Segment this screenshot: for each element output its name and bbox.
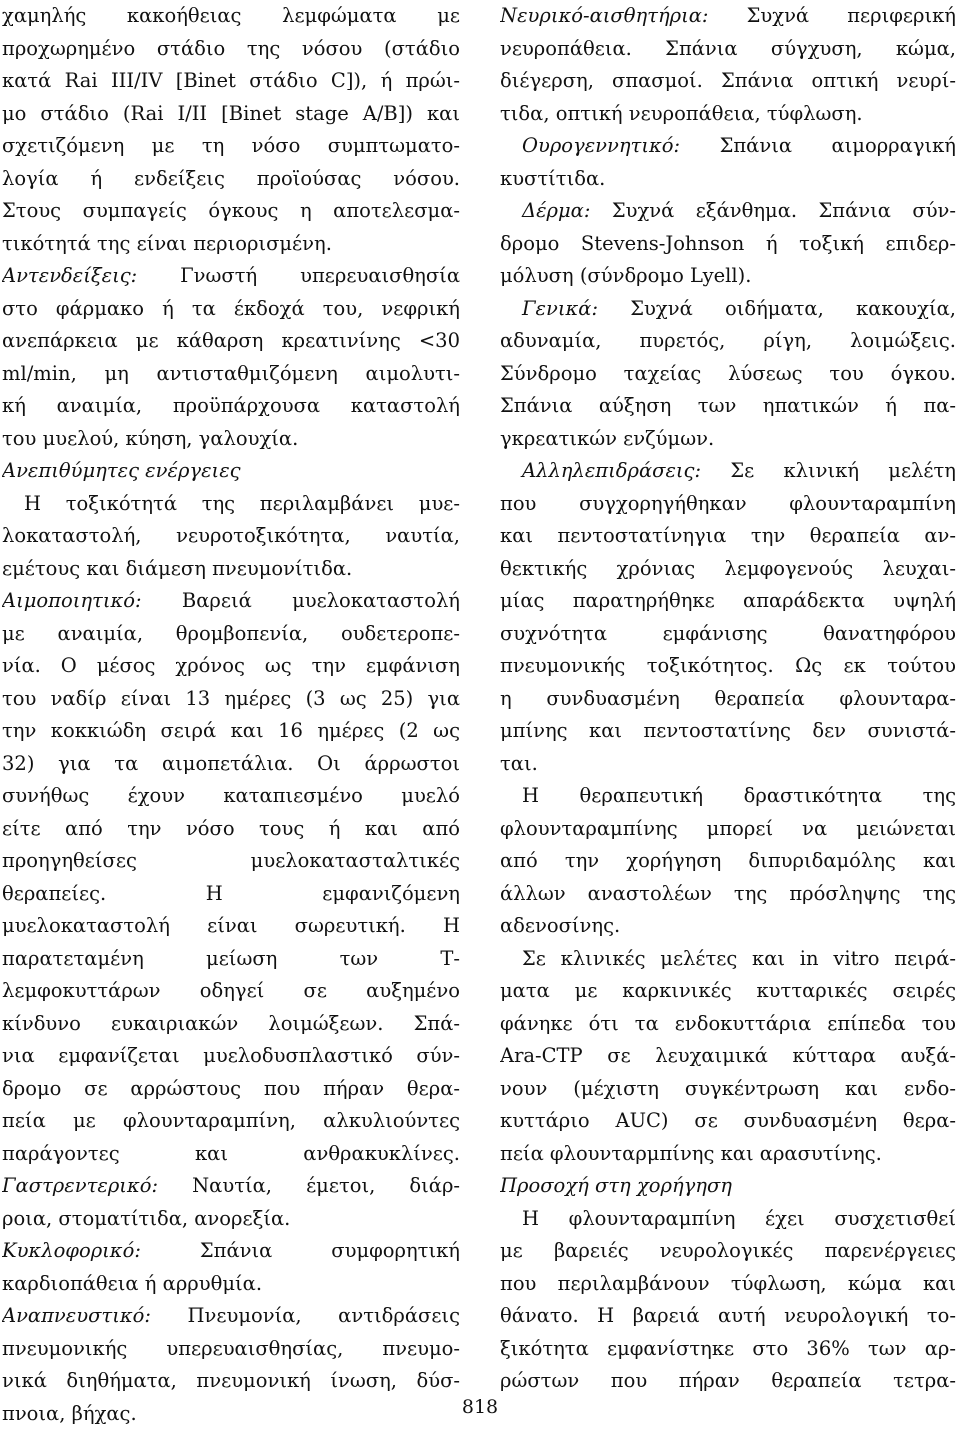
line-text: Σε κλινικές μελέτες και in vitro πειρά-: [522, 947, 956, 970]
line-text: από την χορήγηση διπυριδαμόλης και: [500, 849, 956, 872]
section-label: Αναπνευστικό:: [2, 1304, 151, 1327]
text-line: [2, 33, 460, 66]
line-text: Σε κλινική μελέτη: [701, 459, 956, 482]
line-text: Σπάνια αύξηση των ηπατικών ή πα-: [500, 394, 956, 417]
line-text: δρομο σε αρρώστους που πήραν θερα-: [2, 1077, 460, 1100]
text-line: [2, 975, 460, 1008]
line-text: λογία ή ενδείξεις προϊούσας νόσου.: [2, 167, 460, 190]
text-line: [500, 1073, 956, 1106]
line-text: Σύνδρομο ταχείας λύσεως του όγκου.: [500, 362, 956, 385]
line-text: ροια, στοματίτιδα, ανορεξία.: [2, 1207, 290, 1230]
text-line: [2, 98, 460, 131]
line-text: φλουνταραμπίνης μπορεί να μειώνεται: [500, 817, 956, 840]
line-text: Βαρειά μυελοκαταστολή: [142, 589, 460, 612]
text-line: [2, 65, 460, 98]
text-line: [500, 878, 956, 911]
text-line: [2, 780, 460, 813]
page-number: 818: [0, 1395, 960, 1419]
text-line: [2, 0, 460, 33]
text-line: [500, 585, 956, 618]
line-text: κυττάριο AUC) σε συνδυασμένη θερα-: [500, 1109, 956, 1132]
text-line: [2, 618, 460, 651]
line-text: σχετιζόμενη με τη νόσο συμπτωματο-: [2, 134, 460, 157]
line-text: με αναιμία, θρομβοπενία, ουδετεροπε-: [2, 622, 460, 645]
section-label: Αλληλεπιδράσεις:: [522, 459, 701, 482]
text-line: [500, 813, 956, 846]
text-line: [500, 715, 956, 748]
line-text: εμέτους και διάμεση πνευμονίτιδα.: [2, 557, 352, 580]
line-text: ανεπάρκεια με κάθαρση κρεατινίνης <30: [2, 329, 460, 352]
line-text: Ara-CTP σε λευχαιμικά κύτταρα αυξά-: [500, 1044, 956, 1067]
text-line: [2, 1300, 460, 1333]
text-line: [2, 228, 460, 261]
line-text: στο φάρμακο ή τα έκδοχά του, νεφρική: [2, 297, 460, 320]
text-line: [2, 813, 460, 846]
line-text: ματα με καρκινικές κυτταρικές σειρές: [500, 979, 956, 1002]
line-text: καρδιοπάθεια ή αρρυθμία.: [2, 1272, 262, 1295]
line-text: Συχνά περιφερική: [708, 4, 956, 27]
line-text: προηγηθείσες μυελοκατασταλτικές: [2, 849, 460, 872]
text-line: [500, 163, 956, 196]
text-line: [2, 1073, 460, 1106]
section-label: Αιμοποιητικό:: [2, 589, 142, 612]
text-line: [2, 390, 460, 423]
text-line: [2, 553, 460, 586]
text-line: [500, 1365, 956, 1398]
text-line: [500, 455, 956, 488]
text-line: [2, 293, 460, 326]
line-text: πνευμονικής υπερευαισθησίας, πνευμο-: [2, 1337, 460, 1360]
line-text: νία. Ο μέσος χρόνος ως την εμφάνιση: [2, 654, 460, 677]
line-text: παράγοντες και ανθρακυκλίνες.: [2, 1142, 460, 1165]
text-line: [500, 1235, 956, 1268]
line-text: Συχνά οιδήματα, κακουχία,: [598, 297, 956, 320]
text-line: [500, 33, 956, 66]
line-text: τιδα, οπτική νευροπάθεια, τύφλωση.: [500, 102, 863, 125]
line-text: λοκαταστολή, νευροτοξικότητα, ναυτία,: [2, 524, 460, 547]
text-line: [2, 878, 460, 911]
section-label: Νευρικό-αισθητήρια:: [500, 4, 708, 27]
section-label: Ουρογεννητικό:: [522, 134, 680, 157]
text-line: [2, 1365, 460, 1398]
line-text: μπίνης και πεντοστατίνης δεν συνιστά-: [500, 719, 956, 742]
line-text: συχνότητα εμφάνισης θανατηφόρου: [500, 622, 956, 645]
line-text: κατά Rai III/IV [Binet στάδιο C]), ή πρώι-: [2, 69, 460, 92]
line-text: χαμηλής κακοήθειας λεμφώματα με: [2, 4, 460, 27]
text-line: [2, 910, 460, 943]
line-text: πεία φλουνταρμπίνης και αρασυτίνης.: [500, 1142, 882, 1165]
text-line: [500, 195, 956, 228]
text-line: [500, 423, 956, 456]
text-line: [500, 358, 956, 391]
text-line: [2, 748, 460, 781]
line-text: αδενοσίνης.: [500, 914, 620, 937]
line-text: κή αναιμία, προϋπάρχουσα καταστολή: [2, 394, 460, 417]
line-text: Σπάνια συμφορητική: [141, 1239, 460, 1262]
text-line: [500, 650, 956, 683]
text-line: [2, 260, 460, 293]
text-line: [500, 228, 956, 261]
text-line: [2, 585, 460, 618]
text-line: [2, 1170, 460, 1203]
text-line: [500, 618, 956, 651]
text-line: [500, 1268, 956, 1301]
text-line: [2, 1333, 460, 1366]
right-column: [500, 0, 956, 1398]
text-line: [500, 683, 956, 716]
line-text: φάνηκε ότι τα ενδοκυττάρια επίπεδα του: [500, 1012, 956, 1035]
line-text: νευροπάθεια. Σπάνια σύγχυση, κώμα,: [500, 37, 956, 60]
text-line: [2, 325, 460, 358]
line-text: πεία με φλουνταραμπίνη, αλκυλιούντες: [2, 1109, 460, 1132]
text-line: [2, 1138, 460, 1171]
text-line: [500, 1203, 956, 1236]
line-text: Η τοξικότητά της περιλαμβάνει μυε-: [24, 492, 460, 515]
line-text: μίας παρατηρήθηκε απαράδεκτα υψηλή: [500, 589, 956, 612]
line-text: Στους συμπαγείς όγκους η αποτελεσμα-: [2, 199, 460, 222]
left-column: [2, 0, 460, 1430]
text-line: [500, 390, 956, 423]
text-line: [2, 715, 460, 748]
line-text: προχωρημένο στάδιο της νόσου (στάδιο: [2, 37, 460, 60]
line-text: θάνατο. Η βαρειά αυτή νευρολογική το-: [500, 1304, 956, 1327]
text-line: [500, 748, 956, 781]
section-label: Ανεπιθύμητες ενέργειες: [2, 459, 241, 482]
text-line: [500, 488, 956, 521]
line-text: Ναυτία, έμετοι, διάρ-: [158, 1174, 460, 1197]
line-text: άλλων αναστολέων της πρόσληψης της: [500, 882, 956, 905]
text-line: [2, 1268, 460, 1301]
section-label: Γαστρεντερικό:: [2, 1174, 158, 1197]
text-line: [500, 1105, 956, 1138]
text-line: [2, 1008, 460, 1041]
line-text: πνοια, βήχας.: [2, 1402, 137, 1425]
text-line: [2, 423, 460, 456]
text-line: [500, 553, 956, 586]
text-line: [500, 293, 956, 326]
line-text: κίνδυνο ευκαιριακών λοιμώξεων. Σπά-: [2, 1012, 460, 1035]
text-line: [500, 98, 956, 131]
text-line: [2, 1040, 460, 1073]
text-line: [2, 1203, 460, 1236]
text-line: [500, 0, 956, 33]
text-line: [500, 65, 956, 98]
line-text: η συνδυασμένη θεραπεία φλουνταρα-: [500, 687, 956, 710]
line-text: Συχνά εξάνθημα. Σπάνια σύν-: [590, 199, 956, 222]
text-line: [500, 975, 956, 1008]
text-line: [500, 943, 956, 976]
line-text: Η θεραπευτική δραστικότητα της: [522, 784, 956, 807]
line-text: διέγερση, σπασμοί. Σπάνια οπτική νευρί-: [500, 69, 956, 92]
text-line: [500, 1300, 956, 1333]
line-text: ξικότητα εμφανίστηκε στο 36% των αρ-: [500, 1337, 956, 1360]
line-text: θεκτικής χρόνιας λεμφογενούς λευχαι-: [500, 557, 956, 580]
line-text: Γνωστή υπερευαισθησία: [137, 264, 460, 287]
text-line: [500, 130, 956, 163]
line-text: και πεντοστατίνηγια την θεραπεία αν-: [500, 524, 956, 547]
section-label: Δέρμα:: [522, 199, 590, 222]
line-text: είτε από την νόσο τους ή και από: [2, 817, 460, 840]
text-line: [2, 520, 460, 553]
text-line: [2, 130, 460, 163]
line-text: Η φλουνταραμπίνη έχει συσχετισθεί: [522, 1207, 956, 1230]
line-text: ml/min, μη αντισταθμιζόμενη αιμολυτι-: [2, 362, 460, 385]
line-text: παρατεταμένη μείωση των Τ-: [2, 947, 460, 970]
line-text: του μυελού, κύηση, γαλουχία.: [2, 427, 298, 450]
text-line: [500, 780, 956, 813]
line-text: μυελοκαταστολή είναι σωρευτική. Η: [2, 914, 460, 937]
line-text: συνήθως έχουν καταπιεσμένο μυελό: [2, 784, 460, 807]
line-text: Πνευμονία, αντιδράσεις: [151, 1304, 460, 1327]
line-text: αδυναμία, πυρετός, ρίγη, λοιμώξεις.: [500, 329, 956, 352]
text-line: [2, 195, 460, 228]
text-line: [500, 845, 956, 878]
line-text: νουν (μέχιστη συγκέντρωση και ενδο-: [500, 1077, 956, 1100]
text-line: [2, 1105, 460, 1138]
text-line: [500, 910, 956, 943]
section-label: Προσοχή στη χορήγηση: [500, 1174, 732, 1197]
text-line: [500, 1008, 956, 1041]
line-text: γκρεατικών ενζύμων.: [500, 427, 714, 450]
line-text: που περιλαμβάνουν τύφλωση, κώμα και: [500, 1272, 956, 1295]
text-line: [500, 260, 956, 293]
line-text: με βαρειές νευρολογικές παρενέργειες: [500, 1239, 956, 1262]
line-text: κυστίτιδα.: [500, 167, 605, 190]
text-line: [2, 455, 460, 488]
text-line: [2, 650, 460, 683]
line-text: μόλυση (σύνδρομο Lyell).: [500, 264, 751, 287]
line-text: μο στάδιο (Rai I/II [Binet stage A/B]) και: [2, 102, 460, 125]
line-text: πνευμονικής τοξικότητος. Ως εκ τούτου: [500, 654, 956, 677]
section-label: Γενικά:: [522, 297, 598, 320]
text-line: [500, 1040, 956, 1073]
text-line: [500, 1333, 956, 1366]
text-line: [500, 1170, 956, 1203]
line-text: λεμφοκυττάρων οδηγεί σε αυξημένο: [2, 979, 460, 1002]
text-line: [2, 943, 460, 976]
text-line: [2, 1235, 460, 1268]
text-line: [2, 488, 460, 521]
line-text: νικά διηθήματα, πνευμονική ίνωση, δύσ-: [2, 1369, 460, 1392]
line-text: θεραπείες. Η εμφανιζόμενη: [2, 882, 460, 905]
line-text: τικότητά της είναι περιορισμένη.: [2, 232, 332, 255]
line-text: την κοκκιώδη σειρά και 16 ημέρες (2 ως: [2, 719, 460, 742]
line-text: ρώστων που πήραν θεραπεία τετρα-: [500, 1369, 956, 1392]
text-line: [500, 325, 956, 358]
line-text: δρομο Stevens-Johnson ή τοξική επιδερ-: [500, 232, 956, 255]
line-text: 32) για τα αιμοπετάλια. Οι άρρωστοι: [2, 752, 460, 775]
line-text: νια εμφανίζεται μυελοδυσπλαστικό σύν-: [2, 1044, 460, 1067]
text-line: [500, 1138, 956, 1171]
text-line: [2, 163, 460, 196]
section-label: Κυκλοφορικό:: [2, 1239, 141, 1262]
line-text: ται.: [500, 752, 538, 775]
text-line: [500, 520, 956, 553]
section-label: Αντενδείξεις:: [2, 264, 137, 287]
line-text: Σπάνια αιμορραγική: [680, 134, 956, 157]
line-text: του ναδίρ είναι 13 ημέρες (3 ως 25) για: [2, 687, 460, 710]
text-line: [2, 845, 460, 878]
text-line: [2, 358, 460, 391]
line-text: που συγχορηγήθηκαν φλουνταραμπίνη: [500, 492, 956, 515]
text-line: [2, 683, 460, 716]
